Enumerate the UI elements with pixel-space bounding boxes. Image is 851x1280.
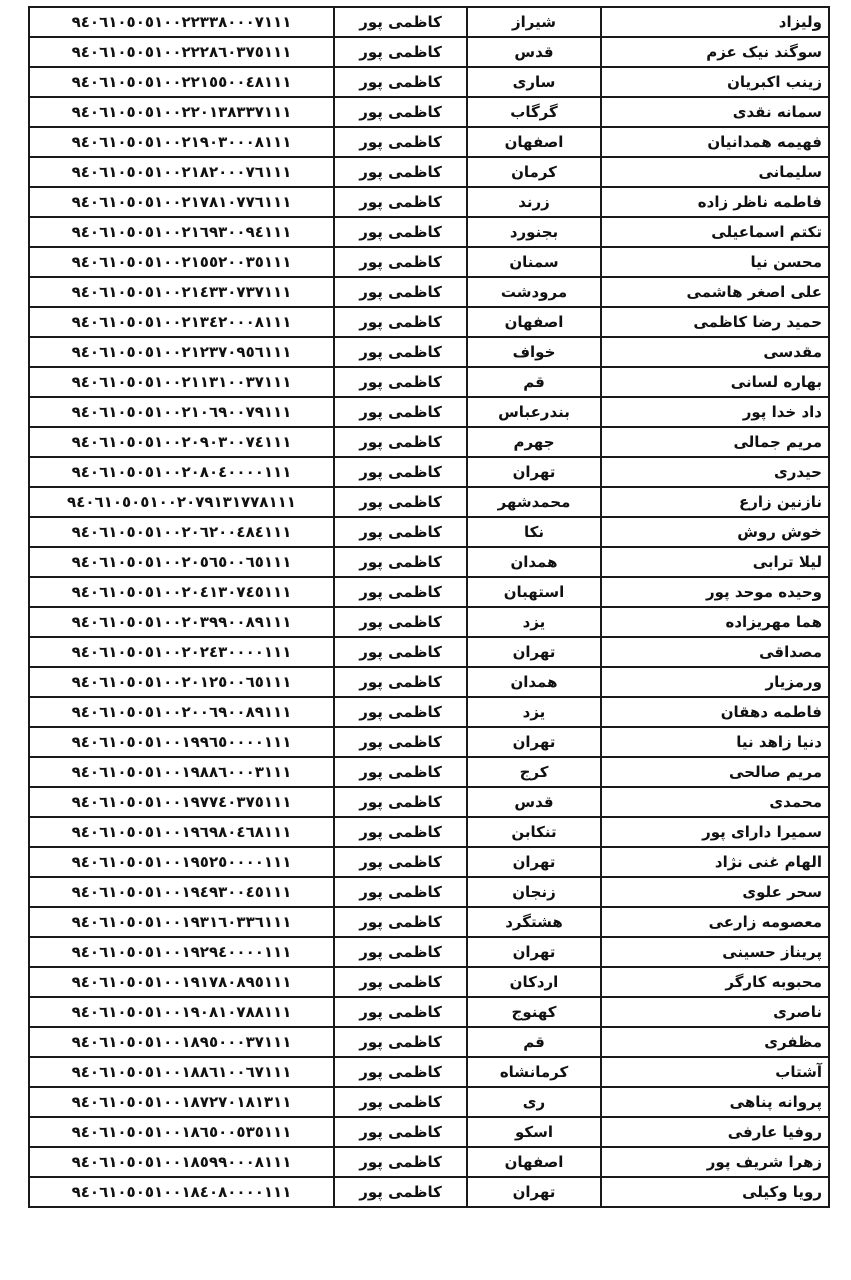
family-cell: کاظمی پور [334,967,467,997]
code-cell: ٩٤٠٦١٠٥٠٥١٠٠١٩٩٦٥٠٠٠٠١١١ [29,727,334,757]
family-cell: کاظمی پور [334,667,467,697]
code-cell: ٩٤٠٦١٠٥٠٥١٠٠٢٠٤١٣٠٧٤٥١١١ [29,577,334,607]
city-cell: قدس [467,787,601,817]
code-cell: ٩٤٠٦١٠٥٠٥١٠٠٢١٨٢٠٠٠٧٦١١١ [29,157,334,187]
code-cell: ٩٤٠٦١٠٥٠٥١٠٠١٩٤٩٣٠٠٤٥١١١ [29,877,334,907]
city-cell: تهران [467,1177,601,1207]
city-cell: ری [467,1087,601,1117]
code-cell: ٩٤٠٦١٠٥٠٥١٠٠٢٢٠١٣٨٣٣٧١١١ [29,97,334,127]
name-cell: حیدری [601,457,829,487]
table-row [29,997,829,1027]
family-cell: کاظمی پور [334,607,467,637]
code-cell: ٩٤٠٦١٠٥٠٥١٠٠٢١٩٠٣٠٠٠٨١١١ [29,127,334,157]
name-cell: هما مهریزاده [601,607,829,637]
family-cell: کاظمی پور [334,1087,467,1117]
table-row [29,337,829,367]
family-cell: کاظمی پور [334,937,467,967]
code-cell: ٩٤٠٦١٠٥٠٥١٠٠٢٠٣٩٩٠٠٨٩١١١ [29,607,334,637]
name-cell: خوش روش [601,517,829,547]
code-cell: ٩٤٠٦١٠٥٠٥١٠٠١٩٢٩٤٠٠٠٠١١١ [29,937,334,967]
code-cell: ٩٤٠٦١٠٥٠٥١٠٠١٨٨٦١٠٠٦٧١١١ [29,1057,334,1087]
name-cell: الهام غنی نژاد [601,847,829,877]
code-cell: ٩٤٠٦١٠٥٠٥١٠٠٢١٣٤٢٠٠٠٨١١١ [29,307,334,337]
city-cell: محمدشهر [467,487,601,517]
code-cell: ٩٤٠٦١٠٥٠٥١٠٠٢٠٦٢٠٠٤٨٤١١١ [29,517,334,547]
code-cell: ٩٤٠٦١٠٥٠٥١٠٠٢٠٧٩١٣١٧٧٨١١١ [29,487,334,517]
code-cell: ٩٤٠٦١٠٥٠٥١٠٠٢١١٣١٠٠٣٧١١١ [29,367,334,397]
table-row [29,1117,829,1147]
table-row [29,1147,829,1177]
city-cell: کهنوج [467,997,601,1027]
name-cell: پروانه پناهی [601,1087,829,1117]
city-cell: گرگاب [467,97,601,127]
family-cell: کاظمی پور [334,847,467,877]
family-cell: کاظمی پور [334,517,467,547]
table-row [29,37,829,67]
table-row [29,187,829,217]
name-cell: آشتاب [601,1057,829,1087]
name-cell: فهیمه همدانیان [601,127,829,157]
table-row [29,367,829,397]
table-row [29,217,829,247]
table-row [29,67,829,97]
city-cell: تهران [467,937,601,967]
code-cell: ٩٤٠٦١٠٥٠٥١٠٠١٩٣١٦٠٣٣٦١١١ [29,907,334,937]
code-cell: ٩٤٠٦١٠٥٠٥١٠٠١٨٥٩٩٠٠٠٨١١١ [29,1147,334,1177]
table-row [29,97,829,127]
table-row [29,457,829,487]
family-cell: کاظمی پور [334,187,467,217]
city-cell: تهران [467,457,601,487]
name-cell: رویا وکیلی [601,1177,829,1207]
city-cell: قدس [467,37,601,67]
family-cell: کاظمی پور [334,247,467,277]
table-row [29,577,829,607]
table-row [29,517,829,547]
city-cell: نکا [467,517,601,547]
family-cell: کاظمی پور [334,157,467,187]
table-row [29,607,829,637]
family-cell: کاظمی پور [334,1147,467,1177]
city-cell: زنجان [467,877,601,907]
code-cell: ٩٤٠٦١٠٥٠٥١٠٠٢١٦٩٣٠٠٩٤١١١ [29,217,334,247]
family-cell: کاظمی پور [334,907,467,937]
code-cell: ٩٤٠٦١٠٥٠٥١٠٠٢١٤٣٣٠٧٣٧١١١ [29,277,334,307]
city-cell: شیراز [467,7,601,37]
code-cell: ٩٤٠٦١٠٥٠٥١٠٠٢٠٥٦٥٠٠٦٥١١١ [29,547,334,577]
code-cell: ٩٤٠٦١٠٥٠٥١٠٠١٨٦٥٠٠٥٣٥١١١ [29,1117,334,1147]
family-cell: کاظمی پور [334,97,467,127]
name-cell: وحیده موحد پور [601,577,829,607]
table-row [29,547,829,577]
city-cell: تنکابن [467,817,601,847]
name-cell: سمانه نقدی [601,97,829,127]
name-cell: پریناز حسینی [601,937,829,967]
name-cell: لیلا ترابی [601,547,829,577]
family-cell: کاظمی پور [334,7,467,37]
name-cell: فاطمه ناظر زاده [601,187,829,217]
family-cell: کاظمی پور [334,997,467,1027]
family-cell: کاظمی پور [334,787,467,817]
family-cell: کاظمی پور [334,1027,467,1057]
code-cell: ٩٤٠٦١٠٥٠٥١٠٠١٨٤٠٨٠٠٠٠١١١ [29,1177,334,1207]
family-cell: کاظمی پور [334,877,467,907]
table-row [29,397,829,427]
city-cell: اردکان [467,967,601,997]
table-row [29,487,829,517]
family-cell: کاظمی پور [334,1057,467,1087]
city-cell: کرمان [467,157,601,187]
name-cell: علی اصغر هاشمی [601,277,829,307]
city-cell: کرمانشاه [467,1057,601,1087]
code-cell: ٩٤٠٦١٠٥٠٥١٠٠١٨٧٢٧٠١٨١٣١١ [29,1087,334,1117]
code-cell: ٩٤٠٦١٠٥٠٥١٠٠٢١٢٣٧٠٩٥٦١١١ [29,337,334,367]
city-cell: اصفهان [467,1147,601,1177]
table-row [29,1027,829,1057]
code-cell: ٩٤٠٦١٠٥٠٥١٠٠٢٢١٥٥٠٠٤٨١١١ [29,67,334,97]
code-cell: ٩٤٠٦١٠٥٠٥١٠٠١٩١٧٨٠٨٩٥١١١ [29,967,334,997]
code-cell: ٩٤٠٦١٠٥٠٥١٠٠١٩٦٩٨٠٤٦٨١١١ [29,817,334,847]
name-cell: مریم صالحی [601,757,829,787]
city-cell: خواف [467,337,601,367]
records-table-body [29,7,829,1207]
name-cell: سلیمانی [601,157,829,187]
table-row [29,727,829,757]
table-row [29,877,829,907]
family-cell: کاظمی پور [334,307,467,337]
family-cell: کاظمی پور [334,127,467,157]
city-cell: سمنان [467,247,601,277]
city-cell: کرج [467,757,601,787]
name-cell: ولیزاد [601,7,829,37]
name-cell: معصومه زارعی [601,907,829,937]
name-cell: زهرا شریف پور [601,1147,829,1177]
code-cell: ٩٤٠٦١٠٥٠٥١٠٠٢٠٩٠٣٠٠٧٤١١١ [29,427,334,457]
family-cell: کاظمی پور [334,457,467,487]
family-cell: کاظمی پور [334,337,467,367]
code-cell: ٩٤٠٦١٠٥٠٥١٠٠٢٠٨٠٤٠٠٠٠١١١ [29,457,334,487]
family-cell: کاظمی پور [334,277,467,307]
family-cell: کاظمی پور [334,817,467,847]
name-cell: محبوبه کارگر [601,967,829,997]
table-row [29,847,829,877]
family-cell: کاظمی پور [334,1177,467,1207]
city-cell: همدان [467,547,601,577]
code-cell: ٩٤٠٦١٠٥٠٥١٠٠٢١٧٨١٠٧٧٦١١١ [29,187,334,217]
name-cell: نازنین زارع [601,487,829,517]
family-cell: کاظمی پور [334,67,467,97]
family-cell: کاظمی پور [334,547,467,577]
name-cell: بهاره لسانی [601,367,829,397]
name-cell: روفیا عارفی [601,1117,829,1147]
code-cell: ٩٤٠٦١٠٥٠٥١٠٠٢١٠٦٩٠٠٧٩١١١ [29,397,334,427]
table-row [29,277,829,307]
city-cell: جهرم [467,427,601,457]
city-cell: زرند [467,187,601,217]
family-cell: کاظمی پور [334,397,467,427]
name-cell: مصداقی [601,637,829,667]
city-cell: یزد [467,697,601,727]
code-cell: ٩٤٠٦١٠٥٠٥١٠٠٢٠٠٦٩٠٠٨٩١١١ [29,697,334,727]
city-cell: بجنورد [467,217,601,247]
document-sheet [28,6,830,1208]
city-cell: یزد [467,607,601,637]
name-cell: تکتم اسماعیلی [601,217,829,247]
table-row [29,937,829,967]
name-cell: زینب اکبریان [601,67,829,97]
name-cell: مریم جمالی [601,427,829,457]
name-cell: داد خدا پور [601,397,829,427]
table-row [29,787,829,817]
city-cell: قم [467,1027,601,1057]
city-cell: همدان [467,667,601,697]
name-cell: دنیا زاهد نیا [601,727,829,757]
family-cell: کاظمی پور [334,217,467,247]
name-cell: ناصری [601,997,829,1027]
family-cell: کاظمی پور [334,757,467,787]
table-row [29,7,829,37]
code-cell: ٩٤٠٦١٠٥٠٥١٠٠٢٢٢٨٦٠٣٧٥١١١ [29,37,334,67]
family-cell: کاظمی پور [334,577,467,607]
city-cell: هشتگرد [467,907,601,937]
family-cell: کاظمی پور [334,637,467,667]
code-cell: ٩٤٠٦١٠٥٠٥١٠٠٢٠٢٤٣٠٠٠٠١١١ [29,637,334,667]
city-cell: قم [467,367,601,397]
name-cell: فاطمه دهقان [601,697,829,727]
city-cell: تهران [467,727,601,757]
code-cell: ٩٤٠٦١٠٥٠٥١٠٠١٩٠٨١٠٧٨٨١١١ [29,997,334,1027]
city-cell: بندرعباس [467,397,601,427]
city-cell: اصفهان [467,127,601,157]
city-cell: استهبان [467,577,601,607]
code-cell: ٩٤٠٦١٠٥٠٥١٠٠١٩٨٨٦٠٠٠٣١١١ [29,757,334,787]
city-cell: ساری [467,67,601,97]
name-cell: حمید رضا کاظمی [601,307,829,337]
code-cell: ٩٤٠٦١٠٥٠٥١٠٠١٩٥٢٥٠٠٠٠١١١ [29,847,334,877]
city-cell: مرودشت [467,277,601,307]
family-cell: کاظمی پور [334,487,467,517]
code-cell: ٩٤٠٦١٠٥٠٥١٠٠١٩٧٧٤٠٣٧٥١١١ [29,787,334,817]
table-row [29,817,829,847]
table-row [29,157,829,187]
city-cell: تهران [467,637,601,667]
table-row [29,757,829,787]
family-cell: کاظمی پور [334,727,467,757]
code-cell: ٩٤٠٦١٠٥٠٥١٠٠٢١٥٥٢٠٠٣٥١١١ [29,247,334,277]
table-row [29,127,829,157]
table-row [29,907,829,937]
city-cell: اسکو [467,1117,601,1147]
code-cell: ٩٤٠٦١٠٥٠٥١٠٠١٨٩٥٠٠٠٣٧١١١ [29,1027,334,1057]
table-row [29,697,829,727]
name-cell: سوگند نیک عزم [601,37,829,67]
records-table [28,6,830,1208]
family-cell: کاظمی پور [334,1117,467,1147]
table-row [29,1057,829,1087]
name-cell: سمیرا دارای پور [601,817,829,847]
table-row [29,427,829,457]
city-cell: تهران [467,847,601,877]
table-row [29,967,829,997]
table-row [29,1087,829,1117]
name-cell: مظفری [601,1027,829,1057]
family-cell: کاظمی پور [334,697,467,727]
family-cell: کاظمی پور [334,37,467,67]
table-row [29,667,829,697]
name-cell: ورمزیار [601,667,829,697]
table-row [29,247,829,277]
name-cell: مقدسی [601,337,829,367]
name-cell: سحر علوی [601,877,829,907]
table-row [29,1177,829,1207]
family-cell: کاظمی پور [334,367,467,397]
family-cell: کاظمی پور [334,427,467,457]
table-row [29,637,829,667]
code-cell: ٩٤٠٦١٠٥٠٥١٠٠٢٢٣٣٨٠٠٠٧١١١ [29,7,334,37]
name-cell: محمدی [601,787,829,817]
code-cell: ٩٤٠٦١٠٥٠٥١٠٠٢٠١٢٥٠٠٦٥١١١ [29,667,334,697]
table-row [29,307,829,337]
city-cell: اصفهان [467,307,601,337]
name-cell: محسن نیا [601,247,829,277]
